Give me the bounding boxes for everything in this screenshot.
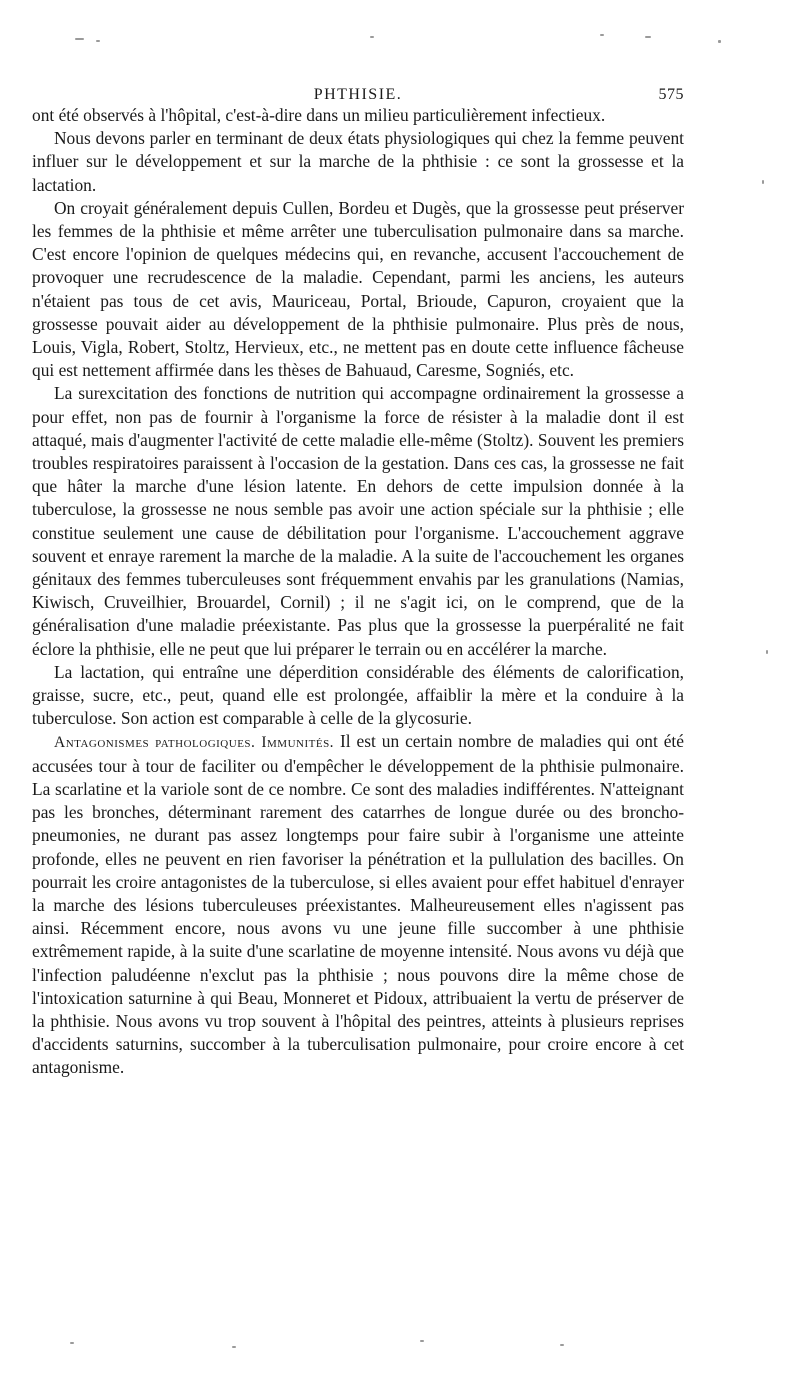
scan-speck [645, 36, 651, 38]
scan-speck [96, 40, 100, 42]
scan-speck [70, 1342, 74, 1344]
paragraph-text: La lactation, qui entraîne une déperdition considérable des éléments de calorification, graisse, sucre, etc., peut, quand elle est prolongée, affaiblir la mère et la conduire à la tuberculose. Son action est comparable à celle de la glycosurie. [32, 661, 684, 729]
scan-speck [762, 180, 764, 184]
paragraph [32, 661, 684, 731]
scan-speck [420, 1340, 424, 1342]
scan-speck [718, 40, 721, 43]
paragraph-text: ont été observés à l'hôpital, c'est-à-dire dans un milieu particulièrement infectieux. [32, 105, 606, 125]
paragraph [32, 730, 684, 1079]
book-page [32, 78, 684, 1080]
scan-speck [600, 34, 604, 36]
scan-speck [75, 38, 84, 40]
paragraph [32, 197, 684, 383]
paragraph-text: La surexcitation des fonctions de nutrition qui accompagne ordinairement la grossesse a pour effet, non pas de fournir à l'organisme la force de résister à la maladie dont il est attaqué, mais d'augmenter l'activité de cette maladie elle-même (Stoltz). Souvent les premiers troubles respiratoires paraissent à l'occasion de la gestation. Dans ces cas, la grossesse ne fait que hâter la marche d'une lésion latente. En dehors de cette impulsion donnée à la tuberculose, la grossesse ne nous semble pas avoir une action spéciale sur la phthisie ; elle constitue seulement une cause de débilitation pour l'organisme. L'accouchement aggrave souvent et enraye rarement la marche de la maladie. A la suite de l'accouchement les organes génitaux des femmes tuberculeuses sont fréquemment envahis par les granulations (Namias, Kiwisch, Cruveilhier, Brouardel, Cornil) ; il ne s'agit ici, on le comprend, que de la généralisation d'une maladie préexistante. Pas plus que la grossesse la puerpéralité ne fait éclore la phthisie, elle ne peut que lui préparer le terrain ou en accélérer la marche. [32, 383, 684, 659]
paragraph-text: Il est un certain nombre de maladies qui ont été accusées tour à tour de faciliter ou d'empêcher le développement de la phthisie pulmonaire. La scarlatine et la variole sont de ce nombre. Ce sont des maladies indifférentes. N'atteignant pas les bronches, déterminant rarement des catarrhes de longue durée ou des broncho-pneumonies, ne durant pas assez longtemps pour faire subir à l'organisme une atteinte profonde, elles ne peuvent en rien favoriser la pénétration et la pullulation des bacilles. On pourrait les croire antagonistes de la tuberculose, si elles avaient pour effet habituel d'enrayer la marche des lésions tuberculeuses préexistantes. Malheureusement elles n'agissent pas ainsi. Récemment encore, nous avons vu une jeune fille succomber à une phthisie extrêmement rapide, à la suite d'une scarlatine de moyenne intensité. Nous avons vu déjà que l'infection paludéenne n'exclut pas la phthisie ; nous pouvons dire la même chose de l'intoxication saturnine à qui Beau, Monneret et Pidoux, attribuaient la vertu de préserver de la phthisie. Nous avons vu trop souvent à l'hôpital des peintres, atteints à plusieurs reprises d'accidents saturnins, succomber à la tuberculisation pulmonaire, pour croire encore à cet antagonisme. [32, 731, 684, 1078]
scan-speck [370, 36, 374, 38]
paragraph-text: On croyait généralement depuis Cullen, Bordeu et Dugès, que la grossesse peut préserver les femmes de la phthisie et même arrêter une tuberculisation pulmonaire dans sa marche. C'est encore l'opinion de quelques médecins qui, en revanche, accusent l'accouchement de provoquer une recrudescence de la maladie. Cependant, parmi les anciens, les auteurs n'étaient pas tous de cet avis, Mauriceau, Portal, Brioude, Capuron, croyaient que la grossesse pouvait aider au développement de la phthisie pulmonaire. Plus près de nous, Louis, Vigla, Robert, Stoltz, Hervieux, etc., ne mettent pas en doute cette influence fâcheuse qui est nettement affirmée dans les thèses de Bahuaud, Caresme, Sogniés, etc. [32, 197, 684, 381]
section-heading: Antagonismes pathologiques. Immunités. [54, 734, 335, 752]
running-header [32, 78, 684, 104]
paragraph-text: Nous devons parler en terminant de deux états physiologiques qui chez la femme peuvent influer sur le développement et sur la marche de la phthisie : ce sont la grossesse et la lactation. [32, 128, 684, 195]
body-text [32, 104, 684, 1080]
running-title: PHTHISIE. [313, 86, 403, 103]
scan-speck [232, 1346, 236, 1348]
paragraph [32, 127, 684, 197]
page-number: 575 [658, 86, 684, 103]
paragraph-continued [32, 104, 684, 127]
paragraph [32, 382, 684, 660]
scan-speck [560, 1344, 564, 1346]
scan-speck [766, 650, 768, 654]
